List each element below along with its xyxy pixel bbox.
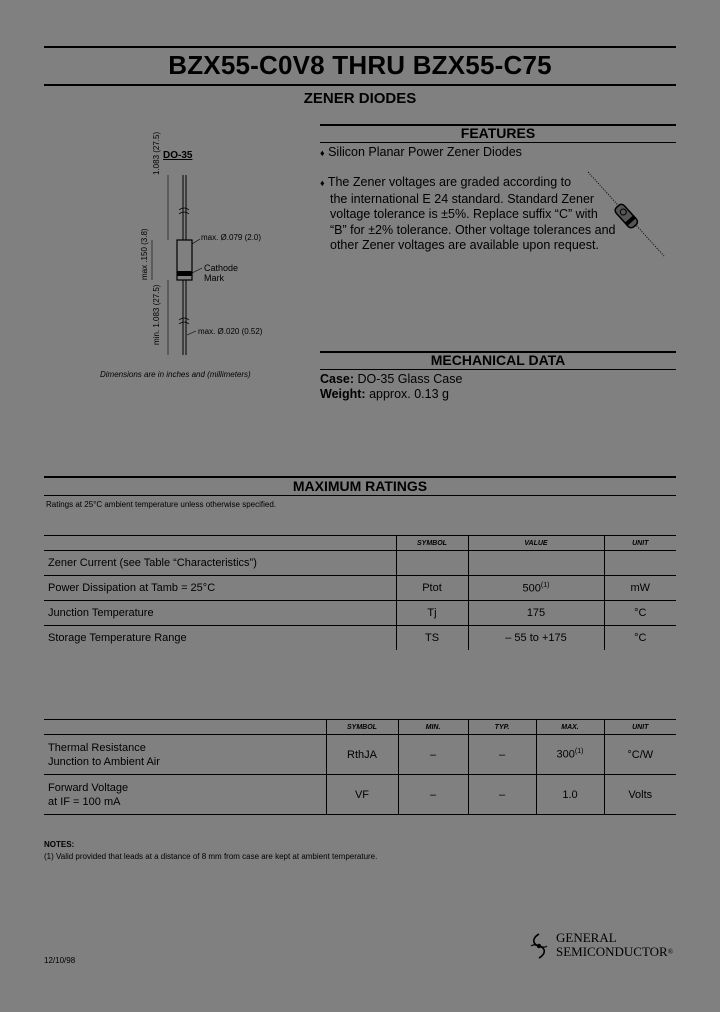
mechanical-case: Case: DO-35 Glass Case — [320, 372, 463, 386]
table-header-row: SYMBOL MIN. TYP. MAX. UNIT — [44, 720, 676, 735]
brand-line-1: GENERAL — [556, 930, 617, 945]
dim-lead-top: 1.083 (27.5) — [152, 131, 161, 175]
table-row: Junction Temperature Tj 175 °C — [44, 601, 676, 626]
max-ratings-table — [44, 535, 676, 650]
table-row: Thermal Resistance Junction to Ambient Air RthJA – – 300$^{(1)}$ °C/W — [44, 735, 676, 775]
drawing-caption: Dimensions are in inches and (millimeters) — [100, 370, 251, 379]
brand-line-2: SEMICONDUCTOR — [556, 944, 668, 959]
characteristics-table — [44, 719, 676, 815]
feature-item: ♦ Silicon Planar Power Zener Diodes — [320, 145, 522, 159]
table-row: Storage Temperature Range TS – 55 to +175 °C — [44, 626, 676, 651]
diode-illustration — [586, 170, 666, 260]
notes-heading: NOTES: — [44, 840, 75, 849]
note-item: (1) Valid provided that leads at a distance of 8 mm from case are kept at ambient temperature. — [44, 852, 378, 861]
dim-body-diameter: max. Ø.079 (2.0) — [201, 233, 262, 242]
cathode-label: Cathode Mark — [204, 263, 239, 283]
table-row: Power Dissipation at Tamb = 25°C Ptot 500$^{(1)}$ mW — [44, 576, 676, 601]
page-title: BZX55-C0V8 THRU BZX55-C75 — [168, 50, 552, 80]
package-label: DO-35 — [163, 150, 193, 161]
page-subtitle: ZENER DIODES — [303, 90, 417, 107]
ratings-note: Ratings at 25°C ambient temperature unless otherwise specified. — [46, 500, 276, 509]
dim-lead-bottom: min. 1.083 (27.5) — [152, 284, 161, 345]
features-heading: FEATURES — [460, 125, 536, 141]
feature-item: ♦ The Zener voltages are graded according to the international E 24 standard. Standard Zener voltage tolerance is ±5%. Replace suffix “C” with “B” for ±2% tolerance. Other voltage tolerances and other Zener voltages are available upon request. — [320, 175, 616, 252]
table-header-row: SYMBOL VALUE UNIT — [44, 536, 676, 551]
company-logo — [526, 930, 676, 964]
mechanical-heading: MECHANICAL DATA — [430, 352, 566, 368]
max-ratings-heading: MAXIMUM RATINGS — [292, 478, 428, 494]
dim-body-length: max .150 (3.8) — [140, 228, 149, 280]
registered-mark: ® — [667, 948, 674, 956]
bullet-icon: ♦ — [320, 178, 325, 188]
document-date: 12/10/98 — [44, 956, 76, 965]
dim-lead-diameter: max. Ø.020 (0.52) — [198, 327, 263, 336]
bullet-icon: ♦ — [320, 148, 325, 158]
table-row: Forward Voltage at IF = 100 mA VF – – 1.0 Volts — [44, 775, 676, 815]
table-row: Zener Current (see Table “Characteristics”) — [44, 551, 676, 576]
logo-emblem-icon — [526, 932, 552, 960]
mechanical-weight: Weight: approx. 0.13 g — [320, 387, 449, 401]
